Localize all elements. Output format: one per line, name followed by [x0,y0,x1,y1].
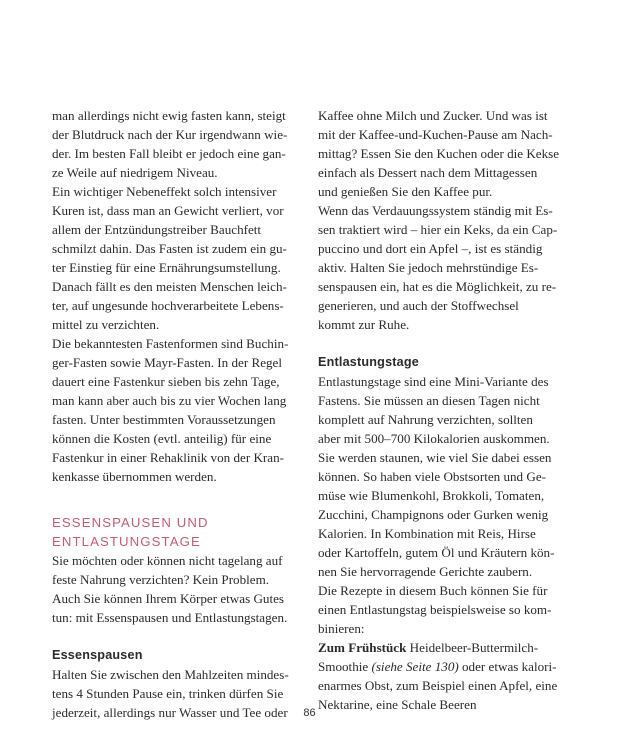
text-line: sen traktiert wird – hier ein Keks, da ein Cap- [318,222,558,237]
text-line: mittel zu verzichten. [52,317,160,332]
text-line: aber mit 500–700 Kilokalorien auskommen. [318,431,550,446]
text-line: Sie möchten oder können nicht tagelang auf [52,553,283,568]
text-line: oder Kartoffeln, gutem Öl und Kräutern kön- [318,545,555,560]
section-heading-line: ENTLASTUNGSTAGE [52,534,201,549]
breakfast-suggestion [318,638,565,714]
page-reference: (siehe Seite 130) [371,659,459,674]
text-line: Kaffee ohne Milch und Zucker. Und was ist [318,108,548,123]
text-line: komplett auf Nahrung verzichten, sollten [318,412,533,427]
text-line: ter Einstieg für eine Ernährungsumstellung. [52,260,281,275]
breakfast-label: Zum Frühstück [318,640,407,655]
text-line: mittag? Essen Sie den Kuchen oder die Kekse [318,146,560,161]
intro-paragraphs [52,106,297,486]
text-line: Die Rezepte in diesem Buch können Sie für [318,583,548,598]
left-column [52,106,297,722]
text-line: Danach fällt es den meisten Menschen leich- [52,279,287,294]
text-line: senspausen ein, hat es die Möglichkeit, zu re- [318,279,557,294]
text-line: dauert eine Fastenkur sieben bis zehn Tage, [52,374,280,389]
text-line: ter, auf ungesunde hochverarbeitete Lebens- [52,298,284,313]
text-line: ze Weile auf niedrigem Niveau. [52,165,218,180]
text-line: der Blutdruck nach der Kur irgendwann wie- [52,127,288,142]
text-line: allem der Entzündungstreiber Bauchfett [52,222,262,237]
page-number: 86 [303,707,316,719]
breakfast-text: Heidelbeer-Buttermilch- [406,640,539,655]
text-line: Zucchini, Champignons oder Gurken wenig [318,507,549,522]
text-line: man allerdings nicht ewig fasten kann, steigt [52,108,286,123]
text-line: Die bekanntesten Fastenformen sind Buchin- [52,336,289,351]
text-line: Auch Sie können Ihrem Körper etwas Gutes [52,591,284,606]
text-line: einen Entlastungstag beispielsweise so kom- [318,602,552,617]
text-line: und genießen Sie den Kaffee pur. [318,184,493,199]
text-line: Kalorien. In Kombination mit Reis, Hirse [318,526,536,541]
text-line: der. Im besten Fall bleibt er jedoch eine gan- [52,146,286,161]
text-line: ger-Fasten sowie Mayr-Fasten. In der Regel [52,355,283,370]
text-line: können. So haben viele Obstsorten und Ge- [318,469,547,484]
text-line: Entlastungstage sind eine Mini-Variante des [318,374,549,389]
section-heading [52,513,297,551]
text-line: fasten. Unter bestimmten Voraussetzungen [52,412,276,427]
text-line: Ein wichtiger Nebeneffekt solch intensiver [52,184,277,199]
breakfast-line: enarmes Obst, zum Beispiel einen Apfel, eine [318,678,558,693]
text-line: kommt zur Ruhe. [318,317,410,332]
section-heading-line: ESSENSPAUSEN UND [52,515,209,530]
text-line: tens 4 Stunden Pause ein, trinken dürfen Sie [52,686,284,701]
section-intro [52,551,297,627]
text-line: generieren, und auch der Stoffwechsel [318,298,519,313]
text-line: man kann aber auch bis zu vier Wochen lang [52,393,287,408]
text-line: nen Sie hervorragende Gerichte zaubern. [318,564,533,579]
text-line: Halten Sie zwischen den Mahlzeiten mindes- [52,667,289,682]
breakfast-line [318,638,565,657]
text-line: jederzeit, allerdings nur Wasser und Tee oder [52,705,288,720]
breakfast-text: Smoothie [318,659,372,674]
text-line: Wenn das Verdauungssystem ständig mit Es- [318,203,553,218]
text-line: kenkasse übernommen werden. [52,469,217,484]
text-line: aktiv. Halten Sie jedoch mehrstündige Es- [318,260,539,275]
text-line: Fastenkur in einer Rehaklinik von der Kran- [52,450,284,465]
right-column [318,106,565,714]
subheading-essenspausen: Essenspausen [52,648,143,662]
text-line: Sie werden staunen, wie viel Sie dabei essen [318,450,552,465]
text-line: puccino und dort ein Apfel –, ist es ständig [318,241,543,256]
entlastungstage-text [318,372,565,638]
text-line: mit der Kaffee-und-Kuchen-Pause am Nach- [318,127,553,142]
text-line: Fastens. Sie müssen an diesen Tagen nicht [318,393,540,408]
text-line: tun: mit Essenspausen und Entlastungstagen. [52,610,288,625]
breakfast-line: Nektarine, eine Schale Beeren [318,697,477,712]
breakfast-line [318,657,565,676]
text-line: können die Kosten (evtl. anteilig) für eine [52,431,272,446]
intro-paragraphs [318,106,565,334]
text-line: schmilzt dahin. Das Fasten ist zudem ein gu- [52,241,287,256]
text-line: Kuren ist, dass man an Gewicht verliert, vor [52,203,284,218]
text-line: binieren: [318,621,365,636]
text-line: einfach als Dessert nach dem Mittagessen [318,165,538,180]
subheading-entlastungstage: Entlastungstage [318,355,419,369]
text-line: feste Nahrung verzichten? Kein Problem. [52,572,270,587]
text-line: müse wie Blumenkohl, Brokkoli, Tomaten, [318,488,545,503]
breakfast-text: oder etwas kalori- [458,659,557,674]
